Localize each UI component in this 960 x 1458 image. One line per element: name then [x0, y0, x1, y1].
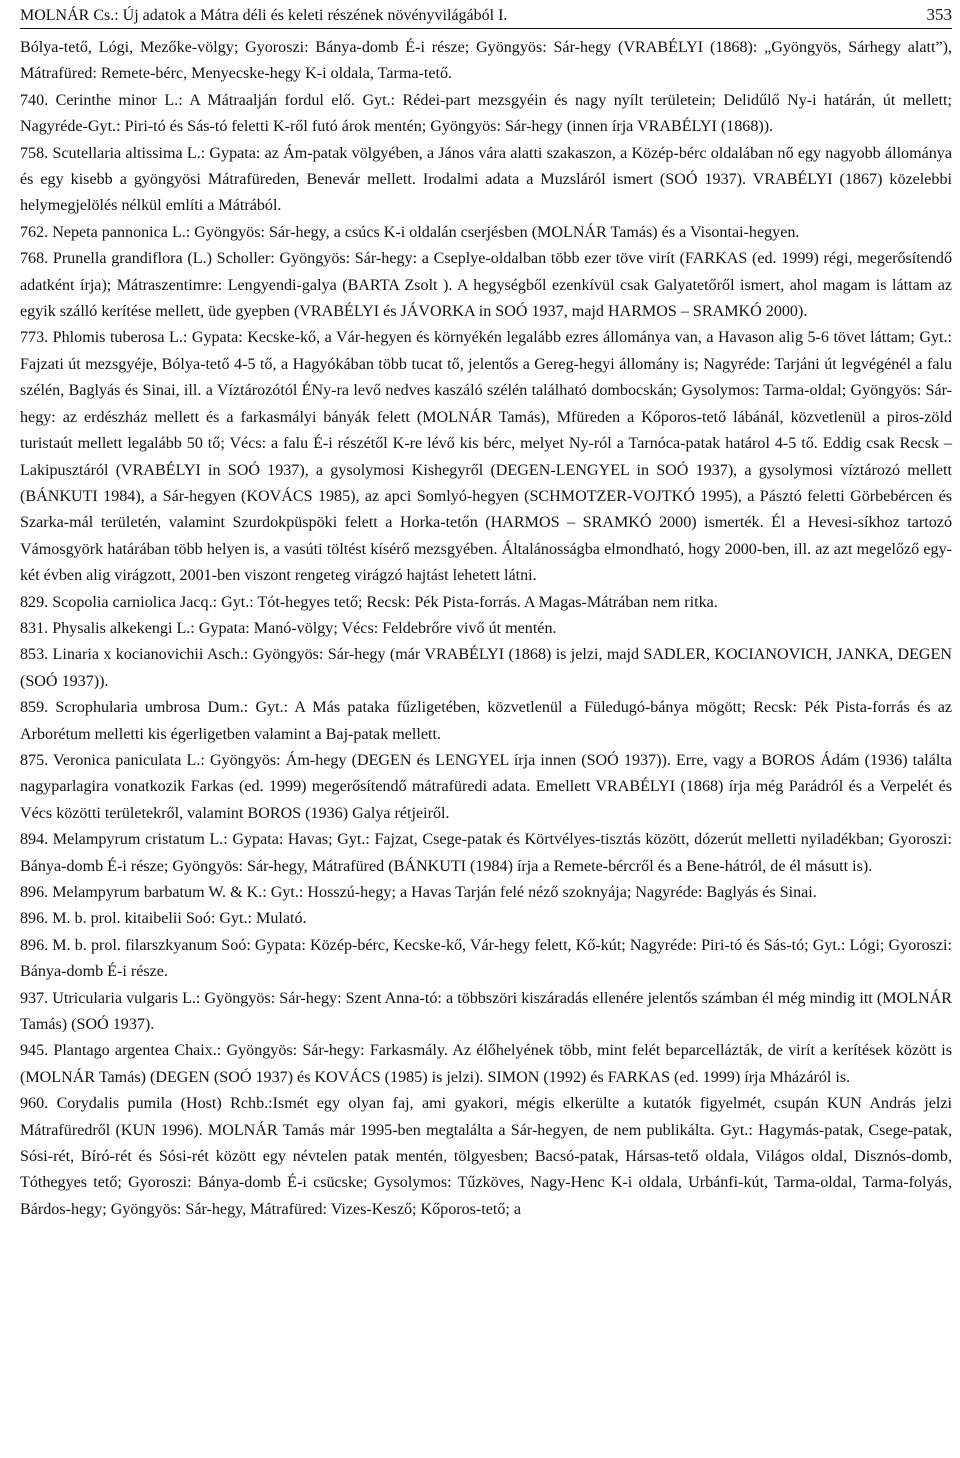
species-entry: 758. Scutellaria altissima L.: Gypata: az Ám-patak völgyében, a János vára alatti szakaszon, a Közép-bérc oldalában nő egy nagyobb állománya és egy kisebb a gyöngyösi Mátrafüreden, Benevár mellett. Irodalmi adata a Muzsláról ismert (SOÓ 1937). VRABÉLYI (1867) közelebbi helymegjelölés nélkül említi a Mátrából. [20, 144, 952, 215]
body-text [20, 35, 952, 1223]
species-entry: 768. Prunella grandiflora (L.) Scholler: Gyöngyös: Sár-hegy: a Cseplye-oldalban több ezer töve virít (FARKAS (ed. 1999) régi, megerősítendő adatként írja); Mátraszentimre: Lengyendi-galya (BARTA Zsolt ). A hegységből ezenkívül csak Galyatetőről ismert, ahol magam is láttam az egyik szálló kerítése mellett, üde gyepben (VRABÉLYI és JÁVORKA in SOÓ 1937, majd HARMOS – SRAMKÓ 2000). [20, 250, 952, 321]
species-entry: 894. Melampyrum cristatum L.: Gypata: Havas; Gyt.: Fajzat, Csege-patak és Körtvélyes-tisztás között, dózerút melletti nyiladékban; Gyoroszi: Bánya-domb É-i része; Gyöngyös: Sár-hegy, Mátrafüred (BÁNKUTI (1984) írja a Remete-bércről és a Bene-hátról, de él másutt is). [20, 831, 952, 875]
species-entry: 829. Scopolia carniolica Jacq.: Gyt.: Tót-hegyes tető; Recsk: Pék Pista-forrás. A Magas-Mátrában nem ritka. [20, 593, 718, 611]
species-entry: 937. Utricularia vulgaris L.: Gyöngyös: Sár-hegy: Szent Anna-tó: a többszöri kiszáradás ellenére jelentős számban él még mindig itt (MOLNÁR Tamás) (SOÓ 1937). [20, 989, 952, 1034]
running-title: MOLNÁR Cs.: Új adatok a Mátra déli és keleti részének növényvilágából I. [20, 7, 508, 24]
paragraph: Bólya-tető, Lógi, Mezőke-völgy; Gyoroszi: Bánya-domb É-i része; Gyöngyös: Sár-hegy (VRABÉLYI (1868): „Gyöngyös, Sárhegy alatt”), Mátrafüred: Remete-bérc, Menyecske-hegy K-i oldala, Tarma-tető. [20, 39, 952, 83]
document-page [20, 4, 952, 1223]
species-entry: 773. Phlomis tuberosa L.: Gypata: Kecske-kő, a Vár-hegyen és környékén legalább ezres állománya van, a Havason alig 5-6 tövet láttam; Gyt.: Fajzati út mezsgyéje, Bólya-tető 4-5 tő, a Hagyókában több tucat tő, jelentős a Gereg-hegyi állomány is; Nagyréde: Tarjáni út legvégénél a falu szélén, Baglyás és Sinai, ill. a Víztározótól ÉNy-ra levő nedves kaszáló szélén található dombocskán; Gysolymos: Tarma-oldal; Gyöngyös: Sár-hegy: az erdészház mellett és a farkasmályi bányák felett (MOLNÁR Tamás), Mfüreden a Kőporos-tető lábánál, közvetlenül a piros-zöld turistaút mellett legalább 50 tő; Vécs: a falu É-i részétől K-re lévő kis bérc, melyet Ny-ról a Tarnóca-patak határol 4-5 tő. Eddig csak Recsk – Lakipusztáról (VRABÉLYI in SOÓ 1937), a gysolymosi Kishegyről (DEGEN-LENGYEL in SOÓ 1937), a gysolymosi víztározó mellett (BÁNKUTI 1984), a Sár-hegyen (KOVÁCS 1985), az apci Somlyó-hegyen (SCHMOTZER-VOJTKÓ 1995), a Pásztó feletti Görbebércen és Szarka-mál területén, valamint Szurdokpüspöki felett a Horka-tetőn (HARMOS – SRAMKÓ 2000) ismerték. Él a Hevesi-síkhoz tartozó Vámosgyörk határában több helyen is, a vasúti töltést kísérő mezsgyében. Általánosságba elmondható, hogy 2000-ben, ill. az azt megelőző egy-két évben alig virágzott, 2001-ben viszont rengeteg virágzó hajtást lehetett látni. [20, 329, 952, 585]
species-entry: 896. M. b. prol. kitaibelii Soó: Gyt.: Mulató. [20, 910, 307, 928]
page-number: 353 [926, 5, 952, 24]
species-entry: 945. Plantago argentea Chaix.: Gyöngyös: Sár-hegy: Farkasmály. Az élőhelyének több, mint felét beparcellázták, de virít a kerítések között is (MOLNÁR Tamás) (DEGEN (SOÓ 1937) és KOVÁCS (1985) is jelzi). SIMON (1992) és FARKAS (ed. 1999) írja Mházáról is. [20, 1042, 952, 1086]
species-entry: 762. Nepeta pannonica L.: Gyöngyös: Sár-hegy, a csúcs K-i oldalán cserjésben (MOLNÁR Tamás) és a Visontai-hegyen. [20, 223, 800, 241]
species-entry: 853. Linaria x kocianovichii Asch.: Gyöngyös: Sár-hegy (már VRABÉLYI (1868) is jelzi, majd SADLER, KOCIANOVICH, JANKA, DEGEN (SOÓ 1937)). [20, 646, 952, 690]
species-entry: 896. M. b. prol. filarszkyanum Soó: Gypata: Közép-bérc, Kecske-kő, Vár-hegy felett, Kő-kút; Nagyréde: Piri-tó és Sás-tó; Gyt.: Lógi; Gyoroszi: Bánya-domb É-i része. [20, 936, 952, 981]
species-entry: 896. Melampyrum barbatum W. & K.: Gyt.: Hosszú-hegy; a Havas Tarján felé néző szoknyája; Nagyréde: Baglyás és Sinai. [20, 884, 817, 901]
species-entry: 831. Physalis alkekengi L.: Gypata: Manó-völgy; Vécs: Feldebrőre vivő út mentén. [20, 619, 557, 637]
species-entry: 859. Scrophularia umbrosa Dum.: Gyt.: A Más pataka fűzligetében, közvetlenül a Füledugó-bánya mögött; Recsk: Pék Pista-forrás és az Arborétum melletti kis égerligetben valamint a Baj-patak mellett. [20, 699, 952, 743]
species-entry: 740. Cerinthe minor L.: A Mátraalján fordul elő. Gyt.: Rédei-part mezsgyéin és nagy nyílt területein; Delidűlő Ny-i határán, út mellett; Nagyréde-Gyt.: Piri-tó és Sás-tó feletti K-ről futó árok mentén; Gyöngyös: Sár-hegy (innen írja VRABÉLYI (1868)). [20, 91, 952, 136]
species-entry: 960. Corydalis pumila (Host) Rchb.:Ismét egy olyan faj, ami gyakori, mégis elkerülte a kutatók figyelmét, csupán KUN András jelzi Mátrafüredről (KUN 1996). MOLNÁR Tamás már 1995-ben megtalálta a Sár-hegyen, de nem publikálta. Gyt.: Hagymás-patak, Csege-patak, Sósi-rét, Bíró-rét és Sósi-rét között egy névtelen patak mentén, tölgyesben; Bacsó-patak, Hársas-tető oldala, Világos oldal, Disznós-domb, Tóthegyes tető; Gyoroszi: Bánya-domb É-i csücske; Gysolymos: Tűzköves, Nagy-Henc K-i oldala, Urbánfi-kút, Tarma-oldal, Tarma-folyás, Bárdos-hegy; Gyöngyös: Sár-hegy, Mátrafüred: Vizes-Kesző; Kőporos-tető; a [20, 1095, 952, 1218]
running-header [20, 4, 952, 29]
species-entry: 875. Veronica paniculata L.: Gyöngyös: Ám-hegy (DEGEN és LENGYEL írja innen (SOÓ 1937)). Erre, vagy a BOROS Ádám (1936) találta nagyparlagira vonatkozik Farkas (ed. 1999) megerősítendő mátrafüredi adata. Emellett VRABÉLYI (1868) írja még Parádról és a Verpelét és Vécs közötti területekről, valamint BOROS (1936) Galya rétjeiről. [20, 751, 952, 822]
